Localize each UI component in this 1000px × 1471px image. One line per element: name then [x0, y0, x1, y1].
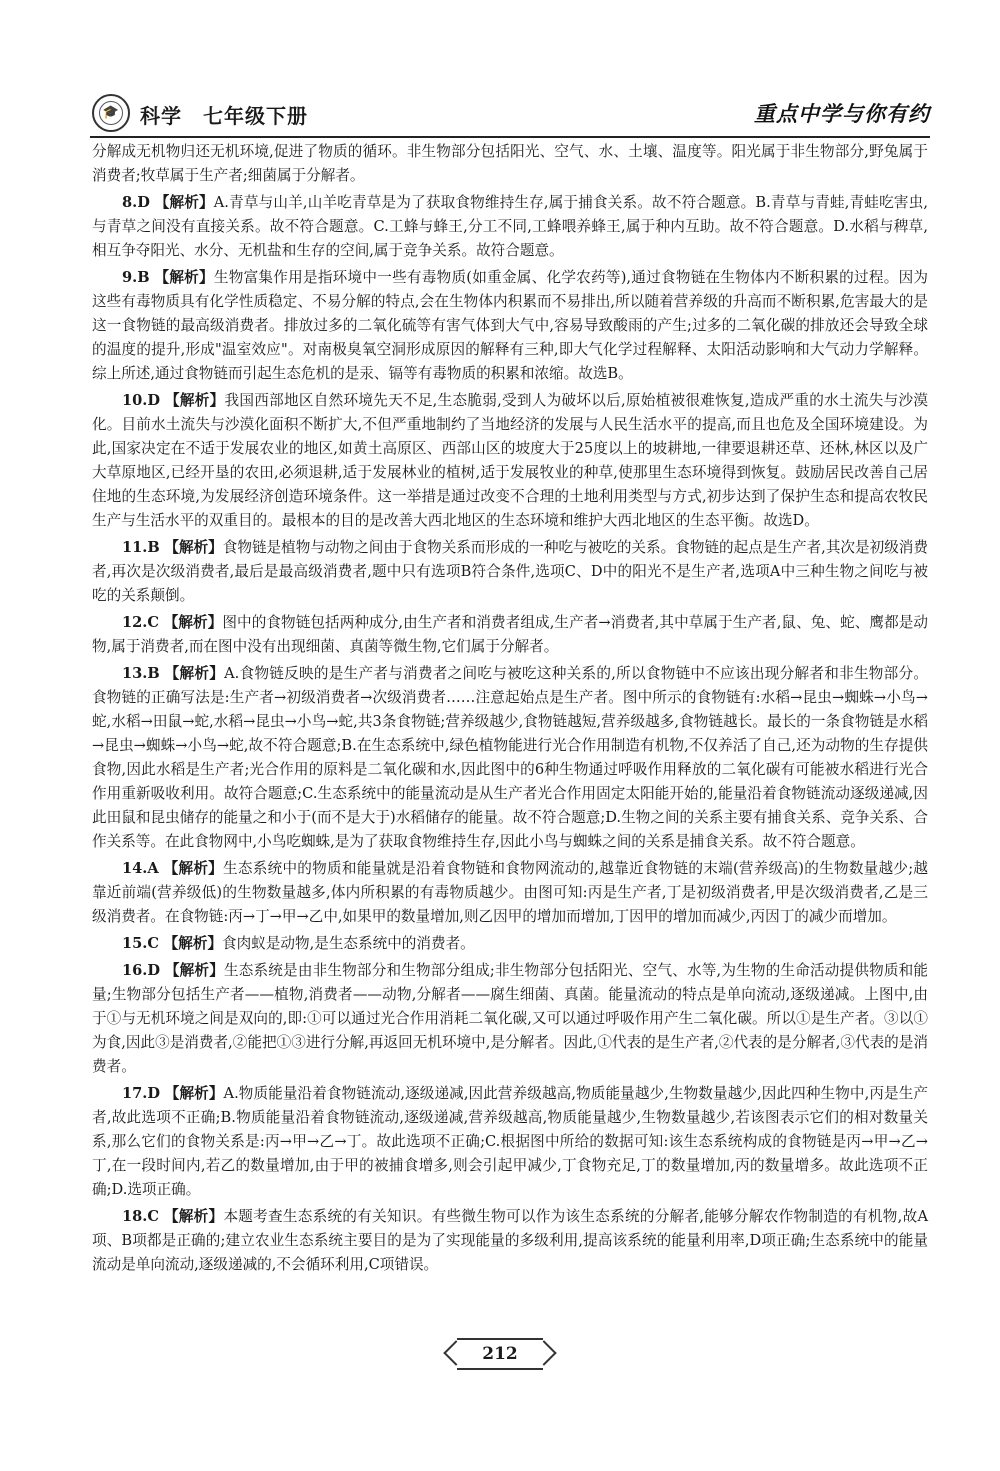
analysis-tag: 【解析】 — [154, 194, 214, 211]
paragraph-text: 我国西部地区自然环境先天不足,生态脆弱,受到人为破坏以后,原始植被很难恢复,造成严重的水土流失与沙漠化。目前水土流失与沙漠化面积不断扩大,不但严重地制约了当地经济的发展与人民生活水平的提高,而且也危及全国环境建设。为此,国家决定在不适于发展农业的地区,如黄土高原区、西部山区的坡度大于25度以上的坡耕地,一律要退耕还草、还林,林区以及广大草原地区,已经开垦的农田,必须退耕,适于发展林业的植树,适于发展牧业的种草,使那里生态环境得到恢复。鼓励居民改善自己居住地的生态环境,为发展经济创造环境条件。这一举措是通过改变不合理的土地利用类型与方式,初步达到了保护生态和提高农牧民生产与生活水平的双重目的。最根本的目的是改善大西北地区的生态环境和维护大西北地区的生态平衡。故选D。 — [92, 392, 928, 529]
page-header — [90, 92, 930, 138]
series-brand: 重点中学与你有约 — [754, 102, 930, 126]
question-number: 10.D — [122, 392, 161, 409]
question-number: 18.C — [122, 1208, 160, 1225]
paragraph-text: 本题考查生态系统的有关知识。有些微生物可以作为该生态系统的分解者,能够分解农作物制造的有机物,故A项、B项都是正确的;建立农业生态系统主要目的是为了实现能量的多级利用,提高该系统的能量利用率,D项正确;生态系统中的能量流动是单向流动,逐级递减的,不会循环利用,C项错误。 — [92, 1208, 928, 1273]
analysis-tag: 【解析】 — [154, 269, 214, 286]
question-number: 13.B — [122, 665, 160, 682]
answer-14 — [92, 857, 928, 929]
answer-17 — [92, 1082, 928, 1202]
paragraph-text: 食物链是植物与动物之间由于食物关系而形成的一种吃与被吃的关系。食物链的起点是生产者,其次是初级消费者,再次是次级消费者,最后是最高级消费者,题中只有选项B符合条件,选项C、D中的阳光不是生产者,选项A中三种生物之间吃与被吃的关系颠倒。 — [92, 539, 928, 604]
school-emblem-icon — [92, 94, 130, 132]
analysis-tag: 【解析】 — [163, 935, 223, 952]
paragraph-text: A.食物链反映的是生产者与消费者之间吃与被吃这种关系的,所以食物链中不应该出现分解者和非生物部分。食物链的正确写法是:生产者→初级消费者→次级消费者……注意起始点是生产者。图中所示的食物链有:水稻→昆虫→蜘蛛→小鸟→蛇,水稻→田鼠→蛇,水稻→昆虫→小鸟→蛇,共3条食物链;营养级越少,食物链越短,营养级越多,食物链越长。最长的一条食物链是水稻→昆虫→蜘蛛→小鸟→蛇,故不符合题意;B.在生态系统中,绿色植物能进行光合作用制造有机物,不仅养活了自己,还为动物的生存提供食物,因此水稻是生产者;光合作用的原料是二氧化碳和水,因此图中的6种生物通过呼吸作用释放的二氧化碳有可能被水稻进行光合作用重新吸收利用。故符合题意;C.生态系统中的能量流动是从生产者光合作用固定太阳能开始的,能量沿着食物链流动逐级递减,因此田鼠和昆虫储存的能量之和小于(而不是大于)水稻储存的能量。故不符合题意;D.生物之间的关系主要有捕食关系、竞争关系、合作关系等。在此食物网中,小鸟吃蜘蛛,是为了获取食物维持生存,因此小鸟与蜘蛛之间的关系是捕食关系。故不符合题意。 — [92, 665, 928, 850]
analysis-tag: 【解析】 — [164, 665, 225, 682]
answer-13 — [92, 662, 928, 854]
paragraph-text: 生态系统中的物质和能量就是沿着食物链和食物网流动的,越靠近食物链的末端(营养级高)的生物数量越少;越靠近前端(营养级低)的生物数量越多,体内所积累的有毒物质越少。由图可知:丙是生产者,丁是初级消费者,甲是次级消费者,乙是三级消费者。在食物链:丙→丁→甲→乙中,如果甲的数量增加,则乙因甲的增加而增加,丁因甲的增加而减少,丙因丁的减少而增加。 — [92, 860, 928, 925]
paragraph-text: 食肉蚁是动物,是生态系统中的消费者。 — [222, 935, 475, 952]
answer-18 — [92, 1205, 928, 1277]
paragraph-text: 图中的食物链包括两种成分,由生产者和消费者组成,生产者→消费者,其中草属于生产者,鼠、兔、蛇、鹰都是动物,属于消费者,而在图中没有出现细菌、真菌等微生物,它们属于分解者。 — [92, 614, 928, 655]
emblem-glyph: 🎓 — [99, 101, 123, 125]
paragraph-0 — [92, 140, 928, 188]
analysis-tag: 【解析】 — [164, 392, 225, 409]
answer-9 — [92, 266, 928, 386]
paragraph-text: A.青草与山羊,山羊吃青草是为了获取食物维持生存,属于捕食关系。故不符合题意。B.青草与青蛙,青蛙吃害虫,与青草之间没有直接关系。故不符合题意。C.工蜂与蜂王,分工不同,工蜂喂养蜂王,属于种内互助。故不符合题意。D.水稻与稗草,相互争夺阳光、水分、无机盐和生存的空间,属于竞争关系。故符合题意。 — [92, 194, 928, 259]
analysis-tag: 【解析】 — [164, 962, 224, 979]
analysis-tag: 【解析】 — [163, 860, 224, 877]
question-number: 11.B — [122, 539, 160, 556]
answer-10 — [92, 389, 928, 533]
answer-15 — [92, 932, 928, 956]
question-number: 8.D — [122, 194, 150, 211]
question-number: 17.D — [122, 1085, 161, 1102]
subject-title: 科学 七年级下册 — [140, 104, 308, 128]
question-number: 16.D — [122, 962, 161, 979]
paragraph-text: 生物富集作用是指环境中一些有毒物质(如重金属、化学农药等),通过食物链在生物体内不断积累的过程。因为这些有毒物质具有化学性质稳定、不易分解的特点,会在生物体内积累而不易排出,所以随着营养级的升高而不断积累,危害最大的是这一食物链的最高级消费者。排放过多的二氧化硫等有害气体到大气中,容易导致酸雨的产生;过多的二氧化碳的排放还会导致全球的温度的提升,形成"温室效应"。对南极臭氧空洞形成原因的解释有三种,即大气化学过程解释、太阳活动影响和大气动力学解释。综上所述,通过食物链而引起生态危机的是汞、镉等有毒物质的积累和浓缩。故选B。 — [92, 269, 929, 382]
analysis-tag: 【解析】 — [164, 1085, 224, 1102]
answer-8 — [92, 191, 928, 263]
paragraph-text: 分解成无机物归还无机环境,促进了物质的循环。非生物部分包括阳光、空气、水、土壤、温度等。阳光属于非生物部分,野兔属于消费者;牧草属于生产者;细菌属于分解者。 — [92, 143, 928, 184]
question-number: 12.C — [122, 614, 160, 631]
question-number: 9.B — [122, 269, 150, 286]
question-number: 14.A — [122, 860, 159, 877]
answer-16 — [92, 959, 928, 1079]
analysis-tag: 【解析】 — [163, 614, 223, 631]
paragraph-text: A.物质能量沿着食物链流动,逐级递减,因此营养级越高,物质能量越少,生物数量越少,因此四种生物中,丙是生产者,故此选项不正确;B.物质能量沿着食物链流动,逐级递减,营养级越高,物质能量越少,生物数量越少,若该图表示它们的相对数量关系,那么它们的食物关系是:丙→甲→乙→丁。故此选项不正确;C.根据图中所给的数据可知:该生态系统构成的食物链是丙→甲→乙→丁,在一段时间内,若乙的数量增加,由于甲的被捕食增多,则会引起甲减少,丁食物充足,丁的数量增加,丙的数量增多。故此选项不正确;D.选项正确。 — [92, 1085, 928, 1198]
page-footer — [0, 1337, 1000, 1371]
paragraph-text: 生态系统是由非生物部分和生物部分组成;非生物部分包括阳光、空气、水等,为生物的生命活动提供物质和能量;生物部分包括生产者——植物,消费者——动物,分解者——腐生细菌、真菌。能量流动的特点是单向流动,逐级递减。上图中,由于①与无机环境之间是双向的,即:①可以通过光合作用消耗二氧化碳,又可以通过呼吸作用产生二氧化碳。所以①是生产者。③以①为食,因此③是消费者,②能把①③进行分解,再返回无机环境中,是分解者。因此,①代表的是生产者,②代表的是分解者,③代表的是消费者。 — [92, 962, 928, 1075]
answer-content — [92, 140, 928, 1280]
analysis-tag: 【解析】 — [163, 1208, 224, 1225]
answer-12 — [92, 611, 928, 659]
page-number: 212 — [457, 1338, 543, 1370]
analysis-tag: 【解析】 — [164, 539, 223, 556]
answer-11 — [92, 536, 928, 608]
question-number: 15.C — [122, 935, 160, 952]
